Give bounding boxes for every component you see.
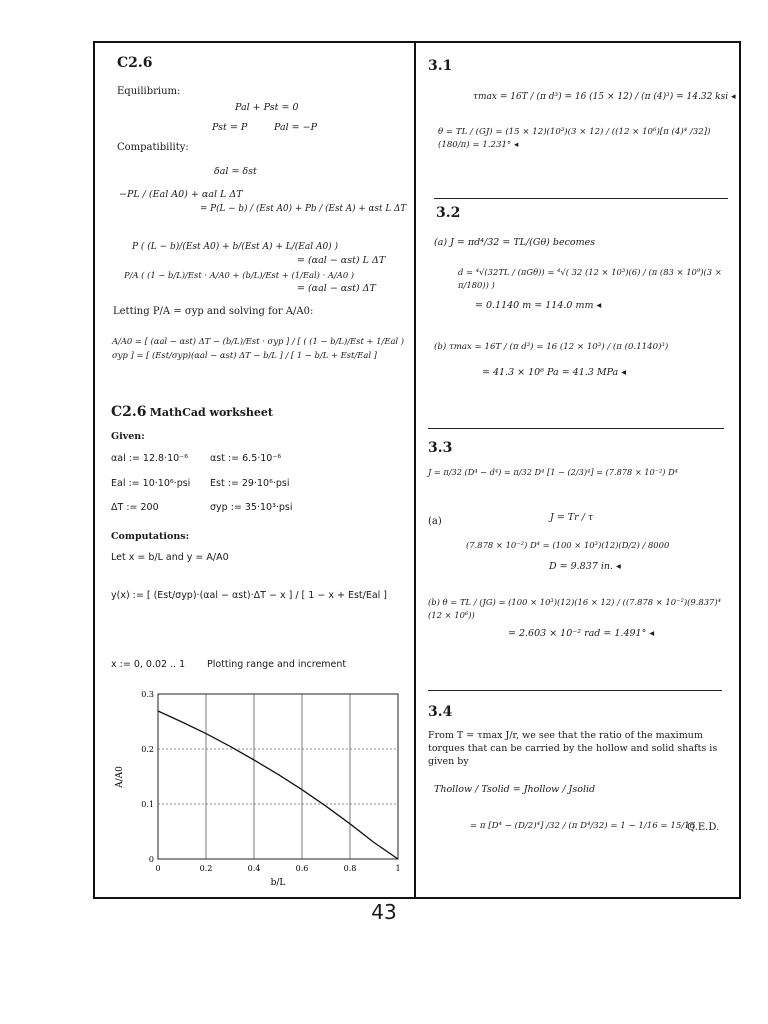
rule-32	[434, 198, 728, 199]
equation-compat-rhs: = P(L − b) / (Est A0) + Pb / (Est A) + αst L ΔT	[200, 204, 407, 214]
chart-y-tick-label: 0.1	[141, 800, 154, 809]
equation-31-theta: θ = TL / (GJ) = (15 × 12)(10³)(3 × 12) / ((12 × 10⁶)[π (4)⁴ /32]) (180/π) = 1.231° ◂	[438, 127, 711, 150]
letting-text: Letting P/A = σyp and solving for A/A0:	[113, 306, 314, 317]
equation-force-rhs: = (αal − αst) L ΔT	[297, 255, 386, 266]
mathcad-heading	[111, 404, 273, 421]
section-title-c26: C2.6	[117, 55, 153, 71]
equation-34-result: = π [D⁴ − (D/2)⁴] /32 / (π D⁴/32) = 1 − 1/16 = 15/16	[470, 821, 696, 831]
chart-y-tick-label: 0.2	[141, 745, 154, 754]
equation-33-a1: J = Tr / τ	[550, 512, 594, 523]
chart-x-tick-label: 1	[395, 864, 401, 873]
given-e-al: Eal := 10·10⁶·psi	[111, 478, 191, 489]
rule-33	[428, 428, 724, 429]
chart-y-axis-label: A/A0	[115, 766, 125, 788]
section-title-31: 3.1	[428, 58, 453, 74]
label-33-a: (a)	[428, 516, 442, 527]
let-xy-text: Let x = b/L and y = A/A0	[111, 552, 229, 563]
given-delta-t: ΔT := 200	[111, 502, 159, 513]
equation-32-b: (b) τmax = 16T / (π d³) = 16 (12 × 10³) / (π (0.1140)³)	[434, 342, 669, 352]
chart-ticks	[141, 690, 400, 873]
x-range-note: Plotting range and increment	[207, 659, 347, 670]
mathcad-title: C2.6	[111, 404, 147, 420]
section-title-34: 3.4	[428, 704, 453, 720]
given-e-st: Est := 29·10⁶·psi	[210, 478, 290, 489]
chart-x-tick-label: 0	[155, 864, 161, 873]
equation-area-ratio: A/A0 = [ (αal − αst) ΔT − (b/L)/Est · σyp ] / [ ( (1 − b/L)/Est + 1/Eal ) σyp ] = [ (Est/σyp)(αal − αst) ΔT − b/L ] / [ 1 − b/L + Est/Eal ]	[112, 336, 405, 360]
equation-34-ratio: Thollow / Tsolid = Jhollow / Jsolid	[434, 784, 596, 795]
yx-definition: y(x) := [ (Est/σyp)·(αal − αst)·ΔT − x ] / [ 1 − x + Est/Eal ]	[111, 590, 388, 601]
chart-x-tick-label: 0.8	[343, 864, 357, 873]
equation-32-d-result: = 0.1140 m = 114.0 mm ◂	[475, 300, 602, 311]
page-number: 43	[371, 900, 397, 924]
section-title-33: 3.3	[428, 440, 453, 456]
equation-stress-rhs: = (αal − αst) ΔT	[297, 283, 376, 294]
equation-33-b2: = 2.603 × 10⁻² rad = 1.491° ◂	[508, 628, 655, 639]
equation-33-b1: (b) θ = TL / (JG) = (100 × 10³)(12)(16 × 12) / ((7.878 × 10⁻²)(9.837)⁴ (12 × 10⁶))	[428, 597, 721, 620]
given-label: Given:	[111, 431, 145, 442]
column-divider	[414, 41, 416, 899]
computations-label: Computations:	[111, 531, 190, 542]
qed-text: Q.E.D.	[687, 822, 720, 833]
compatibility-label: Compatibility:	[117, 142, 189, 153]
equilibrium-label: Equilibrium:	[117, 86, 181, 97]
given-alpha-st: αst := 6.5·10⁻⁶	[210, 453, 282, 464]
section-title-32: 3.2	[436, 205, 461, 221]
equation-force-lhs: P ( (L − b)/(Est A0) + b/(Est A) + L/(Eal A0) )	[132, 242, 339, 252]
equation-equilibrium: Pal + Pst = 0	[235, 102, 299, 113]
area-ratio-chart	[108, 682, 408, 892]
chart-series-line	[158, 711, 398, 859]
chart-y-tick-label: 0.3	[141, 690, 154, 699]
equation-32-a: (a) J = πd⁴/32 = TL/(Gθ) becomes	[434, 237, 596, 248]
chart-x-tick-label: 0.6	[295, 864, 309, 873]
chart-grid	[158, 694, 398, 859]
chart-x-axis-label: b/L	[270, 878, 286, 888]
plot-area	[158, 694, 398, 859]
given-alpha-al: αal := 12.8·10⁻⁶	[111, 453, 189, 464]
equation-33-a2: (7.878 × 10⁻²) D⁴ = (100 × 10³)(12)(D/2) / 8000	[466, 540, 670, 550]
chart-y-tick-label: 0	[148, 855, 154, 864]
equation-33-j: J = π/32 (D⁴ − d⁴) = π/32 D⁴ [1 − (2/3)⁴] = (7.878 × 10⁻²) D⁴	[428, 467, 678, 477]
equation-compat: δal = δst	[214, 166, 257, 177]
equation-pst: Pst = P	[212, 122, 248, 133]
given-sigma-yp: σyp := 35·10³·psi	[210, 502, 293, 513]
equation-32-b-result: = 41.3 × 10⁶ Pa = 41.3 MPa ◂	[482, 367, 626, 378]
equation-compat-lhs: −PL / (Eal A0) + αal L ΔT	[119, 189, 243, 200]
rule-34	[428, 690, 722, 691]
paragraph-34: From T = τmax J/r, we see that the ratio of the maximum torques that can be carried by the hollow and solid shafts is given by	[428, 730, 718, 767]
x-range: x := 0, 0.02 .. 1	[111, 659, 186, 670]
equation-32-d: d = ⁴√(32TL / (πGθ)) = ⁴√( 32 (12 × 10³)(6) / (π (83 × 10⁹)(3 × π/180)) )	[458, 267, 722, 290]
equation-pal: Pal = −P	[274, 122, 318, 133]
mathcad-subtitle: MathCad worksheet	[149, 406, 273, 419]
equation-stress-lhs: P/A ( (1 − b/L)/Est · A/A0 + (b/L)/Est + (1/Eal) · A/A0 )	[124, 270, 355, 280]
chart-x-tick-label: 0.4	[247, 864, 261, 873]
chart-x-tick-label: 0.2	[199, 864, 213, 873]
equation-31-tau: τmax = 16T / (π d³) = 16 (15 × 12) / (π (4)³) = 14.32 ksi ◂	[473, 92, 736, 102]
equation-33-a3: D = 9.837 in. ◂	[549, 561, 621, 572]
